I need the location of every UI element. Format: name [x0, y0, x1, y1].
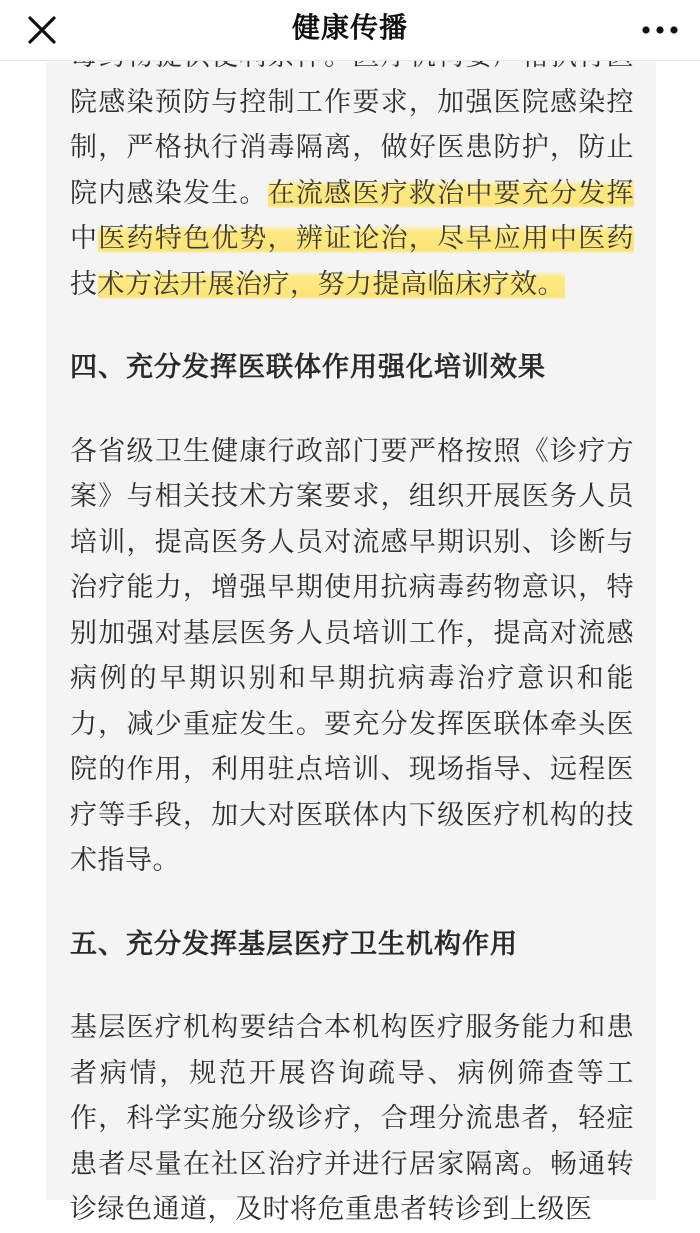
text-line: 制，严格执行消毒隔离，做好医患防护，防止: [70, 132, 634, 163]
highlighted-text: 在流感医疗救治中要充分发挥: [267, 177, 635, 209]
highlighted-text: 医药特色优势，辨证论治，尽早应用中医药: [98, 223, 635, 254]
right-margin: [656, 60, 700, 1200]
more-dots-icon: [638, 10, 682, 50]
section-heading-4: 四、充分发挥医联体作用强化培训效果: [70, 352, 546, 383]
paragraph-hospital-infection: [70, 34, 634, 307]
nav-bar: [0, 0, 700, 61]
paragraph-primary-care: 基层医疗机构要结合本机构医疗服务能力和患者病情，规范开展咨询疏导、病例筛查等工作，科学实施分级诊疗，合理分流患者，轻症患者尽量在社区治疗并进行居家隔离。畅通转诊绿色通道，及时将危重患者转诊到上级医: [70, 1012, 634, 1225]
paragraph-training: 各省级卫生健康行政部门要严格按照《诊疗方案》与相关技术方案要求，组织开展医务人员培训，提高医务人员对流感早期识别、诊断与治疗能力，增强早期使用抗病毒药物意识，特别加强对基层医务人员培训工作，提高对流感病例的早期识别和早期抗病毒治疗意识和能力，减少重症发生。要充分发挥医联体牵头医院的作用，利用驻点培训、现场指导、远程医疗等手段，加大对医联体内下级医疗机构的技术指导。: [70, 435, 634, 876]
text-line: 院内感染发生。: [70, 177, 268, 209]
more-button[interactable]: [638, 10, 682, 50]
page-title: 健康传播: [291, 11, 408, 44]
article-page: [46, 60, 656, 1225]
text-line: 中: [70, 223, 99, 254]
highlighted-text: 术方法开展治疗，努力提高临床疗效。: [97, 268, 565, 300]
article-content: [70, 34, 634, 1233]
text-line: 技: [70, 268, 98, 300]
section-heading-5: 五、充分发挥基层医疗卫生机构作用: [70, 928, 518, 960]
left-margin: [0, 60, 46, 1200]
text-line: 院感染预防与控制工作要求，加强医院感染控: [70, 86, 634, 118]
